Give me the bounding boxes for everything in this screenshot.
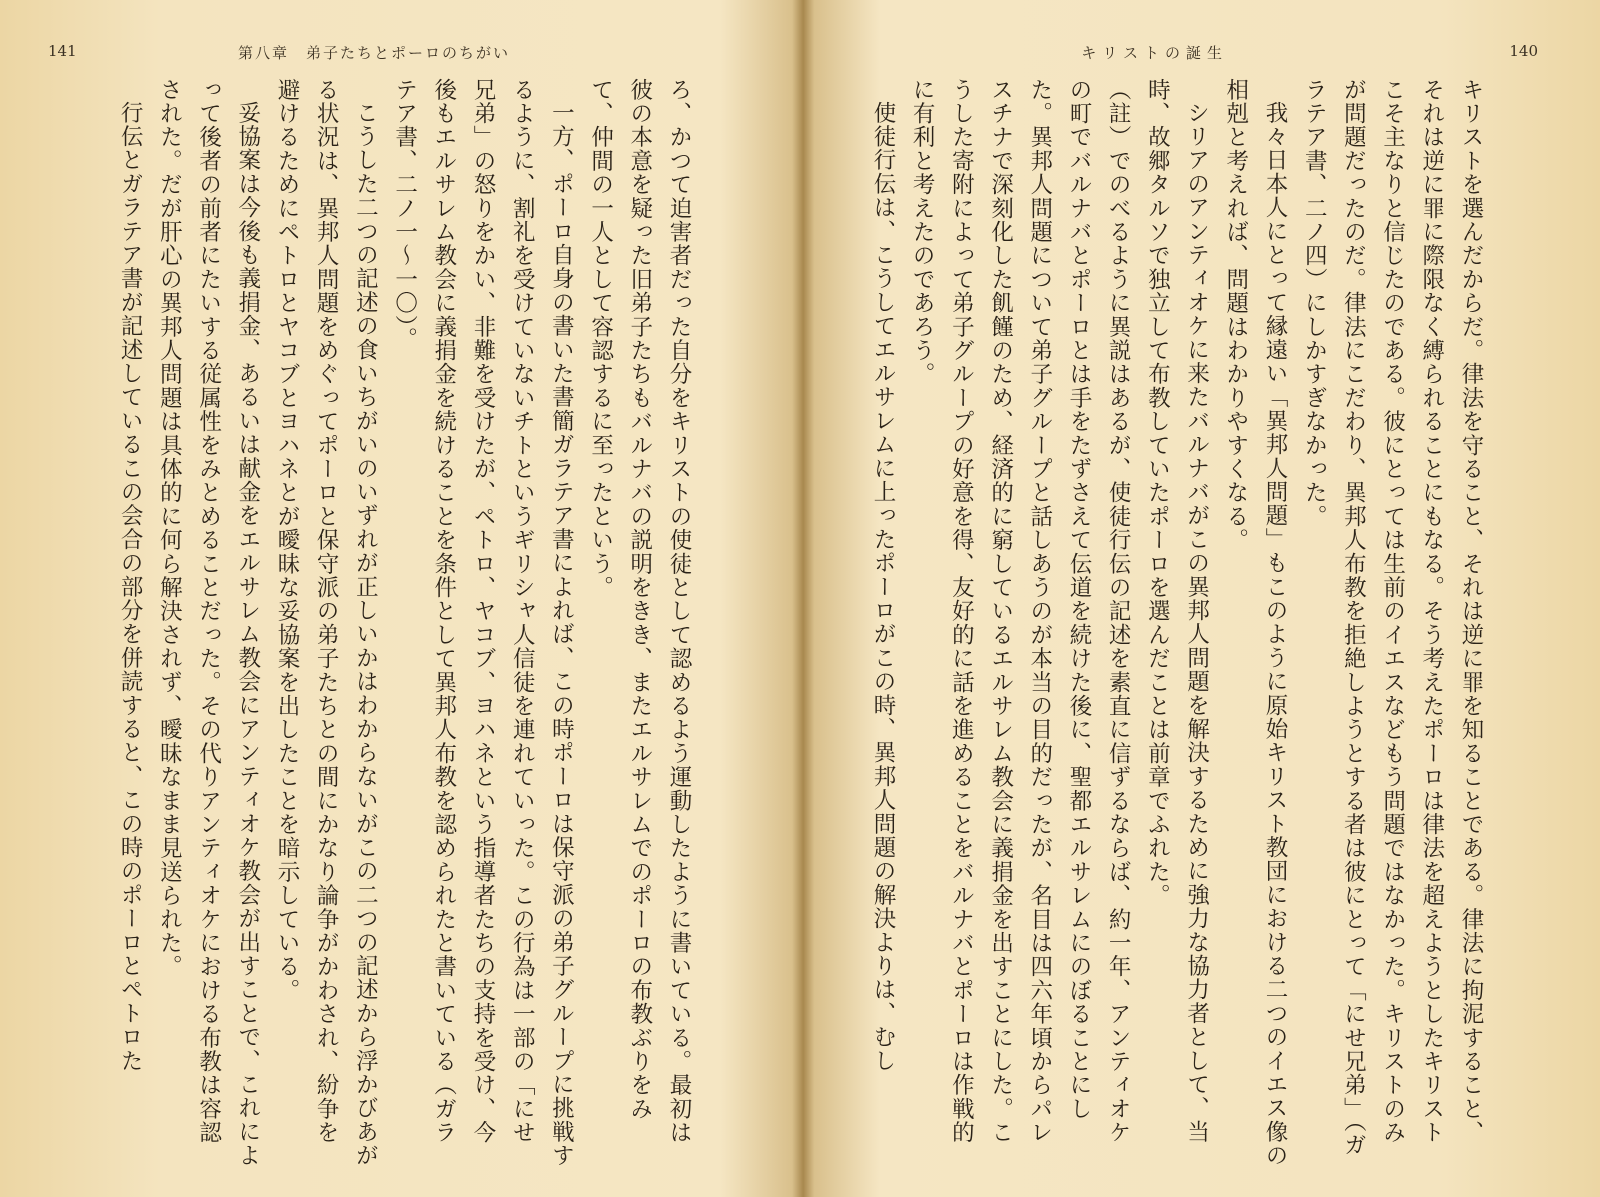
paragraph: キリストを選んだからだ。律法を守ること、それは逆に罪を知ることである。律法に拘泥すること、それは逆に罪に際限なく縛られることにもなる。そう考えたポーロは律法を超えようとしたキリストこそ主なりと信じたのである。彼にとっては生前のイエスなどもう問題ではなかった。キリストのみが問題だったのだ。律法にこだわり、異邦人布教を拒絶しようとする者は彼にとって「にせ兄弟」（ガラテア書、二ノ四）にしかすぎなかった。 xyxy=(1301,78,1484,1157)
page-number: 141 xyxy=(48,42,77,60)
paragraph: 妥協案は今後も義捐金、あるいは献金をエルサレム教会にアンティオケ教会が出すことで、これによって後者の前者にたいする従属性をみとめることだった。その代りアンティオケにおける布教は容認された。だが肝心の異邦人問題は具体的に何ら解決されず、曖昧なまま見送られた。 xyxy=(156,78,261,1167)
paragraph: ろ、かつて迫害者だった自分をキリストの使徒として認めるよう運動したように書いている。最初は彼の本意を疑った旧弟子たちもバルナバの説明をきき、またエルサレムでのポーロの布教ぶりをみて、仲間の一人として容認するに至ったという。 xyxy=(587,78,692,1145)
paragraph: 一方、ポーロ自身の書いた書簡ガラテア書によれば、この時ポーロは保守派の弟子グループに挑戦するように、割礼を受けていないチトというギリシャ人信徒を連れていった。この行為は一部の「にせ兄弟」の怒りをかい、非難を受けたが、ペトロ、ヤコブ、ヨハネという指導者たちの支持を受け、今後もエルサレム教会に義捐金を続けることを条件として異邦人布教を認められたと書いている（ガラテア書、二ノ一〜一〇）。 xyxy=(391,78,575,1167)
paragraph: （註）でのべるように異説はあるが、使徒行伝の記述を素直に信ずるならば、約一年、アンティオケの町でバルナバとポーロとは手をたずさえて伝道を続けた後に、聖都エルサレムにのぼることにした。異邦人問題について弟子グループと話しあうのが本当の目的だったが、名目は四六年頃からパレスチナで深刻化した飢饉のため、経済的に窮しているエルサレム教会に義捐金を出すことにした。こうした寄附によって弟子グループの好意を得、友好的に話を進めることをバルナバとポーロは作戦的に有利と考えたのであろう。 xyxy=(909,78,1132,1145)
paragraph: こうした二つの記述の食いちがいのいずれが正しいかはわからないがこの二つの記述から浮かびあがる状況は、異邦人問題をめぐってポーロと保守派の弟子たちとの間にかなり論争がかわされ、紛争を避けるためにペトロとヤコブとヨハネとが曖昧な妥協案を出したことを暗示している。 xyxy=(273,78,379,1167)
running-header: キリストの誕生 xyxy=(1081,44,1228,62)
body-text xyxy=(850,78,1490,1167)
body-text xyxy=(58,78,698,1167)
running-header: 第八章 弟子たちとポーロのちがい xyxy=(238,44,511,62)
right-page xyxy=(810,0,1600,1197)
paragraph: 我々日本人にとって縁遠い「異邦人問題」もこのように原始キリスト教団における二つのイエス像の相剋と考えれば、問題はわかりやすくなる。 xyxy=(1222,78,1288,1167)
left-page xyxy=(0,0,790,1197)
page-number: 140 xyxy=(1509,42,1538,60)
paragraph: 使徒行伝は、こうしてエルサレムに上ったポーロがこの時、異邦人問題の解決よりは、むし xyxy=(869,100,896,1073)
paragraph: シリアのアンティオケに来たバルナバがこの異邦人問題を解決するために強力な協力者として、当時、故郷タルソで独立して布教していたポーロを選んだことは前章でふれた。 xyxy=(1144,78,1210,1144)
paragraph: 行伝とガラテア書が記述しているこの会合の部分を併読すると、この時のポーロとペトロた xyxy=(117,100,144,1073)
